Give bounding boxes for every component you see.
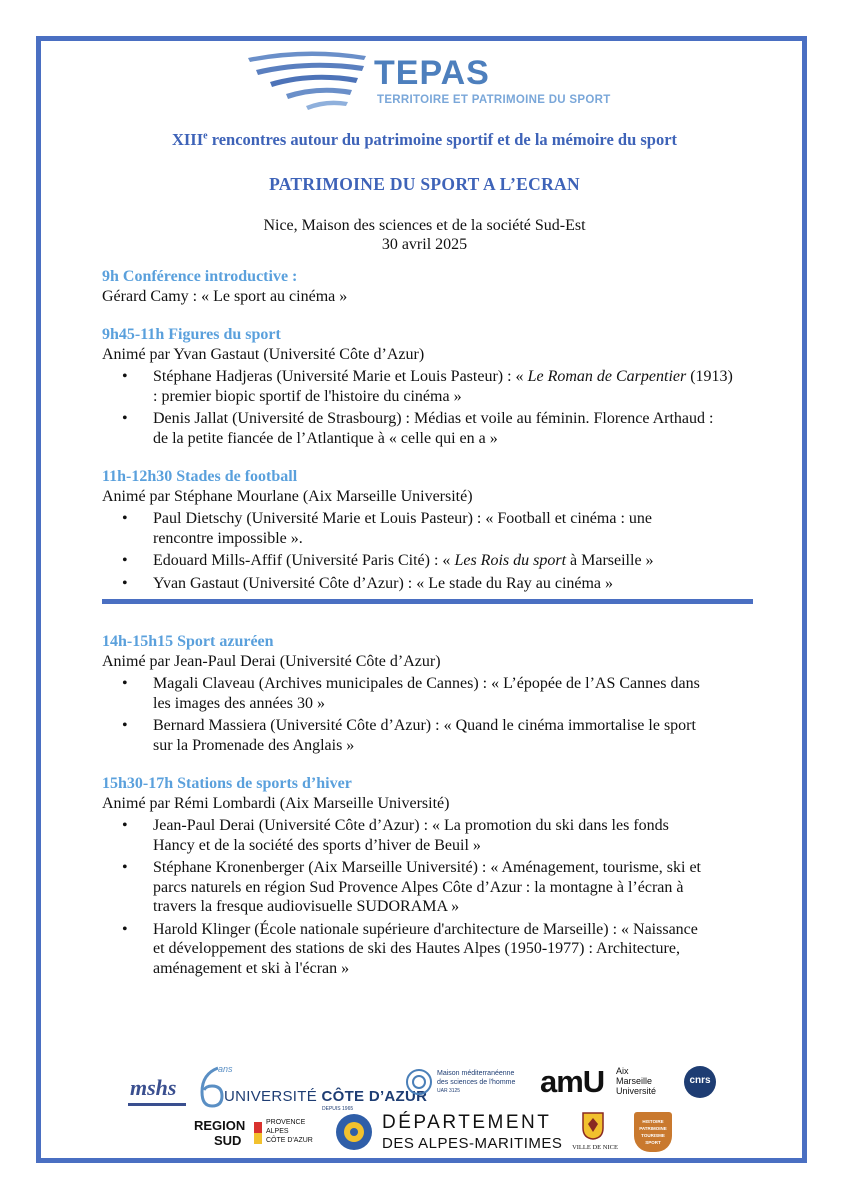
amu-line-1: Aix — [616, 1066, 629, 1076]
edition-sup: e — [203, 130, 208, 142]
talk-text: Harold Klinger (École nationale supérieure d'architecture de Marseille) : « Naissance — [153, 920, 698, 938]
mshs-text: mshs — [130, 1075, 177, 1100]
date-line: 30 avril 2025 — [381, 236, 468, 253]
amu-line-3: Université — [616, 1086, 657, 1096]
region-line-4: ALPES — [266, 1128, 289, 1135]
talk-text: Edouard Mills-Affif (Université Paris Cité) : « — [153, 552, 455, 569]
list-item — [102, 551, 762, 571]
departement-logo — [334, 1110, 563, 1156]
talk-text: à Marseille » — [566, 552, 654, 569]
talk-text: (1913) — [686, 368, 733, 385]
talk-text: Hancy et de la société des sports d’hiver de Beuil » — [153, 836, 481, 854]
mmsh-logo — [405, 1066, 530, 1102]
mshs-logo — [128, 1075, 188, 1109]
talk-text: les images des années 30 » — [153, 694, 325, 712]
ville-de-nice-logo — [570, 1112, 620, 1156]
list-item — [102, 920, 762, 979]
uca-logo — [196, 1064, 428, 1114]
hpts-logo — [634, 1112, 672, 1154]
departement-emblem-icon — [334, 1112, 374, 1152]
talk-list — [102, 674, 762, 755]
section-azureen — [102, 632, 762, 755]
tepas-logo — [246, 48, 611, 120]
talk-list — [102, 367, 762, 448]
region-line-1: REGION — [194, 1118, 246, 1133]
talk-text: sur la Promenade des Anglais » — [153, 736, 355, 754]
uca-name — [224, 1088, 427, 1105]
nice-text: VILLE DE NICE — [572, 1144, 618, 1151]
talk-list — [102, 816, 762, 978]
film-title: Le Roman de Carpentier — [527, 368, 687, 385]
list-item — [102, 509, 762, 548]
list-item — [102, 858, 762, 917]
moderator: Animé par Rémi Lombardi (Aix Marseille Université) — [102, 794, 450, 812]
list-item — [102, 574, 762, 594]
hpts-shield-icon — [634, 1112, 672, 1152]
talk-text: Paul Dietschy (Université Marie et Louis Pasteur) : « Football et cinéma : une — [153, 510, 652, 527]
region-line-3: PROVENCE — [266, 1119, 306, 1126]
talk-text: Stéphane Kronenberger (Aix Marseille Université) : « Aménagement, tourisme, ski et — [153, 859, 701, 876]
hpts-line-3: TOURISME — [641, 1133, 665, 1138]
program — [102, 267, 762, 997]
mmsh-line-2: des sciences de l'homme — [437, 1079, 516, 1086]
hpts-line-4: SPORT — [645, 1140, 661, 1145]
section-line: Gérard Camy : « Le sport au cinéma » — [102, 287, 348, 305]
talk-text: de la petite fiancée de l’Atlantique à « celle qui en a » — [153, 429, 498, 447]
page-title: PATRIMOINE DU SPORT A L’ECRAN — [269, 174, 580, 194]
tepas-swoosh-icon — [246, 48, 371, 120]
talk-text: travers la fresque audiovisuelle SUDORAMA » — [153, 898, 460, 915]
partner-logos — [0, 1060, 849, 1160]
section-intro — [102, 267, 762, 306]
moderator: Animé par Yvan Gastaut (Université Côte d’Azur) — [102, 345, 425, 363]
moderator: Animé par Stéphane Mourlane (Aix Marseille Université) — [102, 487, 473, 505]
talk-text: rencontre impossible ». — [153, 529, 303, 547]
mmsh-icon — [405, 1068, 433, 1096]
section-title: 9h45-11h Figures du sport — [102, 326, 281, 343]
edition-subtitle — [0, 130, 849, 150]
talk-list — [102, 509, 762, 593]
edition-roman: XIII — [171, 130, 204, 149]
cnrs-logo — [684, 1066, 716, 1098]
list-item — [102, 367, 762, 406]
section-figures — [102, 325, 762, 448]
moderator: Animé par Jean-Paul Derai (Université Côte d’Azur) — [102, 652, 441, 670]
section-winter — [102, 774, 762, 978]
section-title: 14h-15h15 Sport azuréen — [102, 633, 274, 650]
hpts-line-2: PATRIMOINE — [639, 1126, 667, 1131]
list-item — [102, 674, 762, 713]
talk-text: : premier biopic sportif de l'histoire du cinéma » — [153, 387, 462, 405]
amu-line-2: Marseille — [616, 1076, 653, 1086]
list-item — [102, 409, 762, 448]
section-title: 11h-12h30 Stades de football — [102, 468, 298, 485]
talk-text: et développement des stations de ski des Hautes Alpes (1950-1977) : Architecture, — [153, 940, 680, 957]
section-title: 9h Conférence introductive : — [102, 268, 298, 285]
mmsh-line-1: Maison méditerranéenne — [437, 1070, 515, 1077]
mmsh-line-3: UAR 3125 — [437, 1088, 461, 1094]
uca-name-a: UNIVERSITÉ — [224, 1088, 322, 1105]
logo-title: TEPAS — [374, 54, 490, 92]
talk-text: parcs naturels en région Sud Provence Alpes Côte d’Azur : la montagne à l’écran à — [153, 878, 684, 896]
region-flag-icon — [254, 1122, 262, 1144]
film-title: Les Rois du sport — [454, 552, 567, 569]
uca-name-b: CÔTE D’AZUR — [321, 1088, 428, 1105]
dept-line-2: DES ALPES-MARITIMES — [382, 1135, 563, 1152]
list-item — [102, 716, 762, 755]
event-location — [0, 216, 849, 254]
place-line: Nice, Maison des sciences et de la société Sud-Est — [263, 217, 586, 234]
nice-crest-icon — [582, 1112, 604, 1140]
talk-text: Stéphane Hadjeras (Université Marie et Louis Pasteur) : « — [153, 368, 528, 385]
uca-since: DEPUIS 1965 — [322, 1106, 354, 1112]
talk-text: aménagement et ski à l'écran » — [153, 959, 350, 977]
logo-subtitle: TERRITOIRE ET PATRIMOINE DU SPORT — [377, 94, 611, 106]
amu-logo — [540, 1066, 670, 1102]
uca-ans: ans — [218, 1064, 233, 1074]
region-sud-logo — [194, 1116, 324, 1152]
hpts-line-1: HISTOIRE — [642, 1119, 664, 1124]
section-football — [102, 467, 762, 593]
edition-rest: rencontres autour du patrimoine sportif et de la mémoire du sport — [207, 130, 678, 149]
cnrs-text: cnrs — [689, 1075, 711, 1086]
dept-line-1: DÉPARTEMENT — [382, 1112, 552, 1133]
section-title: 15h30-17h Stations de sports d’hiver — [102, 775, 352, 792]
list-item — [102, 816, 762, 855]
talk-text: Magali Claveau (Archives municipales de Cannes) : « L’épopée de l’AS Cannes dans — [153, 675, 700, 692]
region-line-2: SUD — [214, 1133, 242, 1148]
amu-mark: amU — [540, 1064, 605, 1099]
talk-text: Jean-Paul Derai (Université Côte d’Azur) : « La promotion du ski dans les fonds — [153, 817, 669, 834]
talk-text: Yvan Gastaut (Université Côte d’Azur) : « Le stade du Ray au cinéma » — [153, 574, 614, 592]
talk-text: Bernard Massiera (Université Côte d’Azur) : « Quand le cinéma immortalise le sport — [153, 717, 696, 734]
region-line-5: CÔTE D'AZUR — [266, 1137, 313, 1144]
talk-text: Denis Jallat (Université de Strasbourg) : Médias et voile au féminin. Florence Arthaud : — [153, 410, 714, 427]
